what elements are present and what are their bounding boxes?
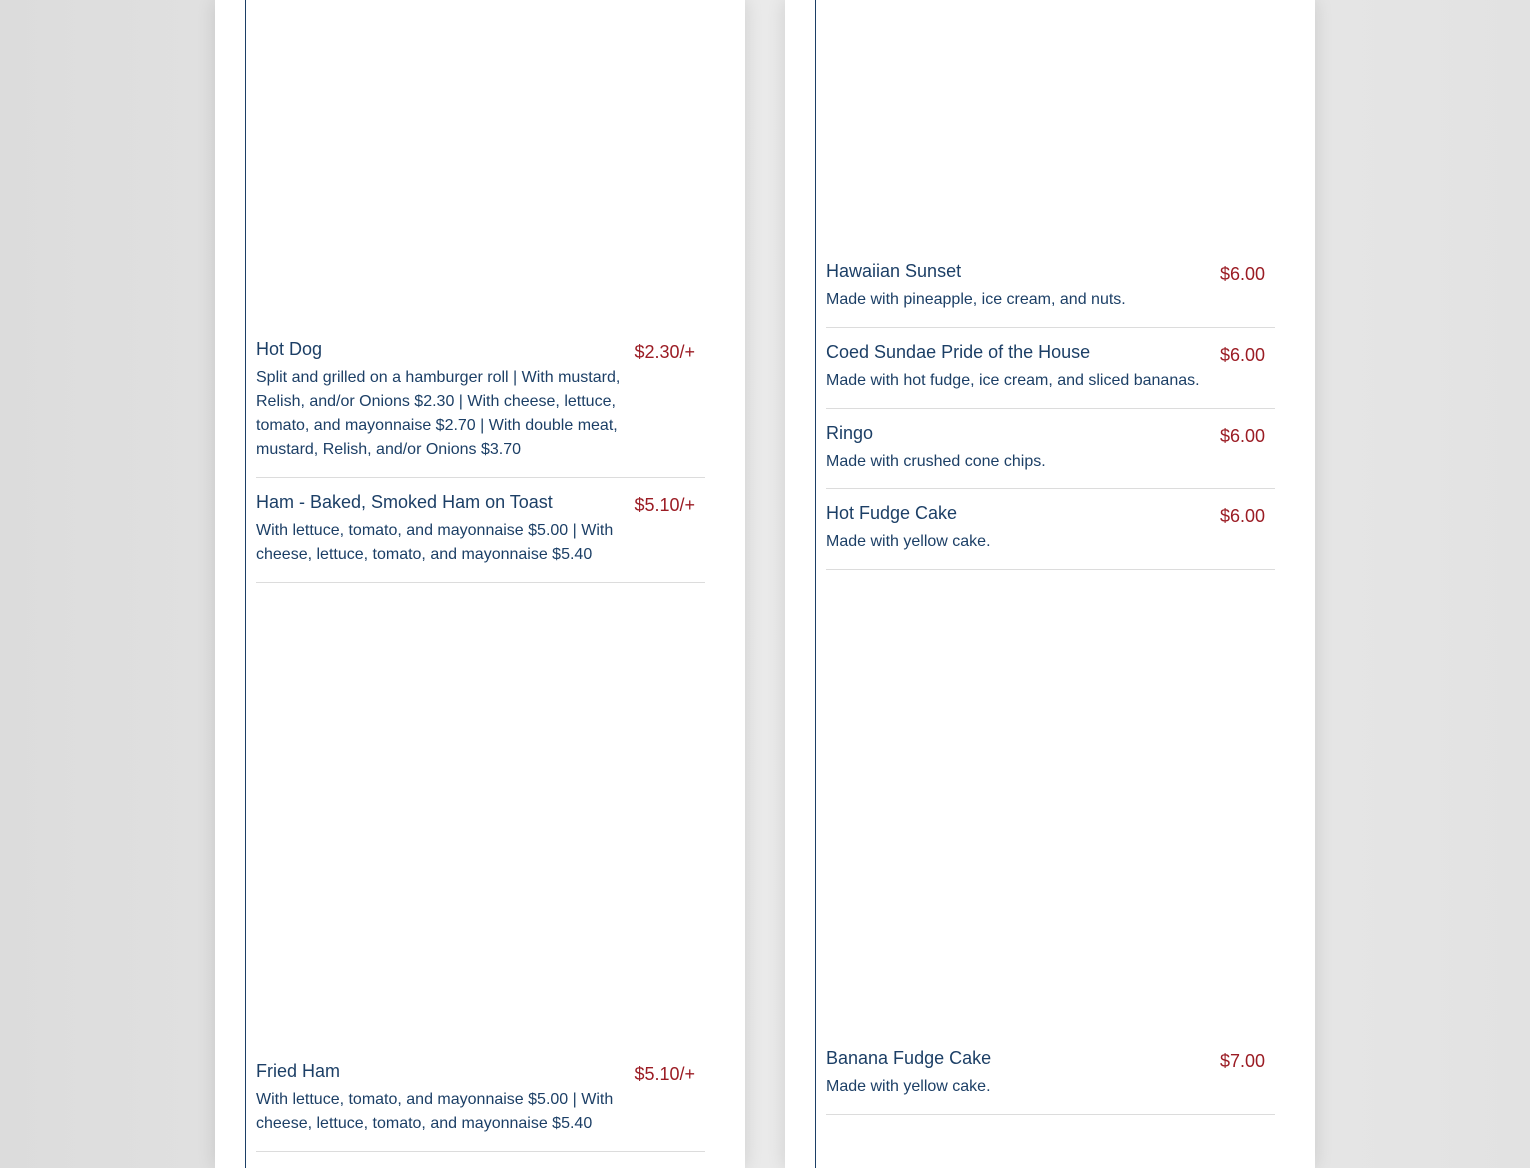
item-price: $7.00 [1219, 1051, 1265, 1071]
item-name: Coed Sundae Pride of the House [826, 342, 1091, 362]
item-price: $6.00 [1219, 345, 1265, 365]
page-rule [245, 0, 246, 1168]
menu-item-hawaiian-sunset[interactable] [826, 260, 1275, 328]
item-price: $2.30/+ [634, 342, 695, 362]
item-description: Split and grilled on a hamburger roll | With mustard, Relish, and/or Onions $2.30 | With cheese, lettuce, tomato, and mayonnaise $2.70 | With double meat, mustard, Relish, and/or Onions $3.70 [256, 369, 621, 458]
item-name: Banana Fudge Cake [826, 1048, 992, 1068]
item-price: $6.00 [1219, 264, 1265, 284]
item-name: Fried Ham [256, 1061, 341, 1081]
item-price: $5.10/+ [634, 495, 695, 515]
item-name: Hot Fudge Cake [826, 503, 958, 523]
item-description: Made with yellow cake. [826, 1078, 991, 1095]
item-description: Made with hot fudge, ice cream, and sliced bananas. [826, 372, 1200, 389]
item-name: Ringo [826, 423, 874, 443]
item-price: $5.10/+ [634, 1064, 695, 1084]
item-name: Hawaiian Sunset [826, 261, 962, 281]
page-rule [815, 0, 816, 1168]
item-name: Hot Dog [256, 339, 323, 359]
menu-page-right [785, 0, 1315, 1168]
menu-item-ringo[interactable] [826, 422, 1275, 489]
item-price: $6.00 [1219, 426, 1265, 446]
menu-item-banana-fudge-cake[interactable] [826, 1047, 1275, 1115]
item-description: Made with pineapple, ice cream, and nuts. [826, 291, 1126, 308]
item-description: With lettuce, tomato, and mayonnaise $5.00 | With cheese, lettuce, tomato, and mayonnaise $5.40 [256, 522, 614, 563]
item-description: Made with crushed cone chips. [826, 453, 1046, 470]
item-description: With lettuce, tomato, and mayonnaise $5.00 | With cheese, lettuce, tomato, and mayonnaise $5.40 [256, 1091, 614, 1132]
menu-item-fried-ham[interactable] [256, 1060, 705, 1152]
item-price: $6.00 [1219, 506, 1265, 526]
menu-item-ham-baked[interactable] [256, 491, 705, 583]
menu-page-left [215, 0, 745, 1168]
item-name: Ham - Baked, Smoked Ham on Toast [256, 492, 553, 512]
menu-item-hot-dog[interactable] [256, 338, 705, 478]
menu-item-coed-sundae[interactable] [826, 341, 1275, 409]
menu-item-hot-fudge-cake[interactable] [826, 502, 1275, 570]
item-description: Made with yellow cake. [826, 533, 991, 550]
